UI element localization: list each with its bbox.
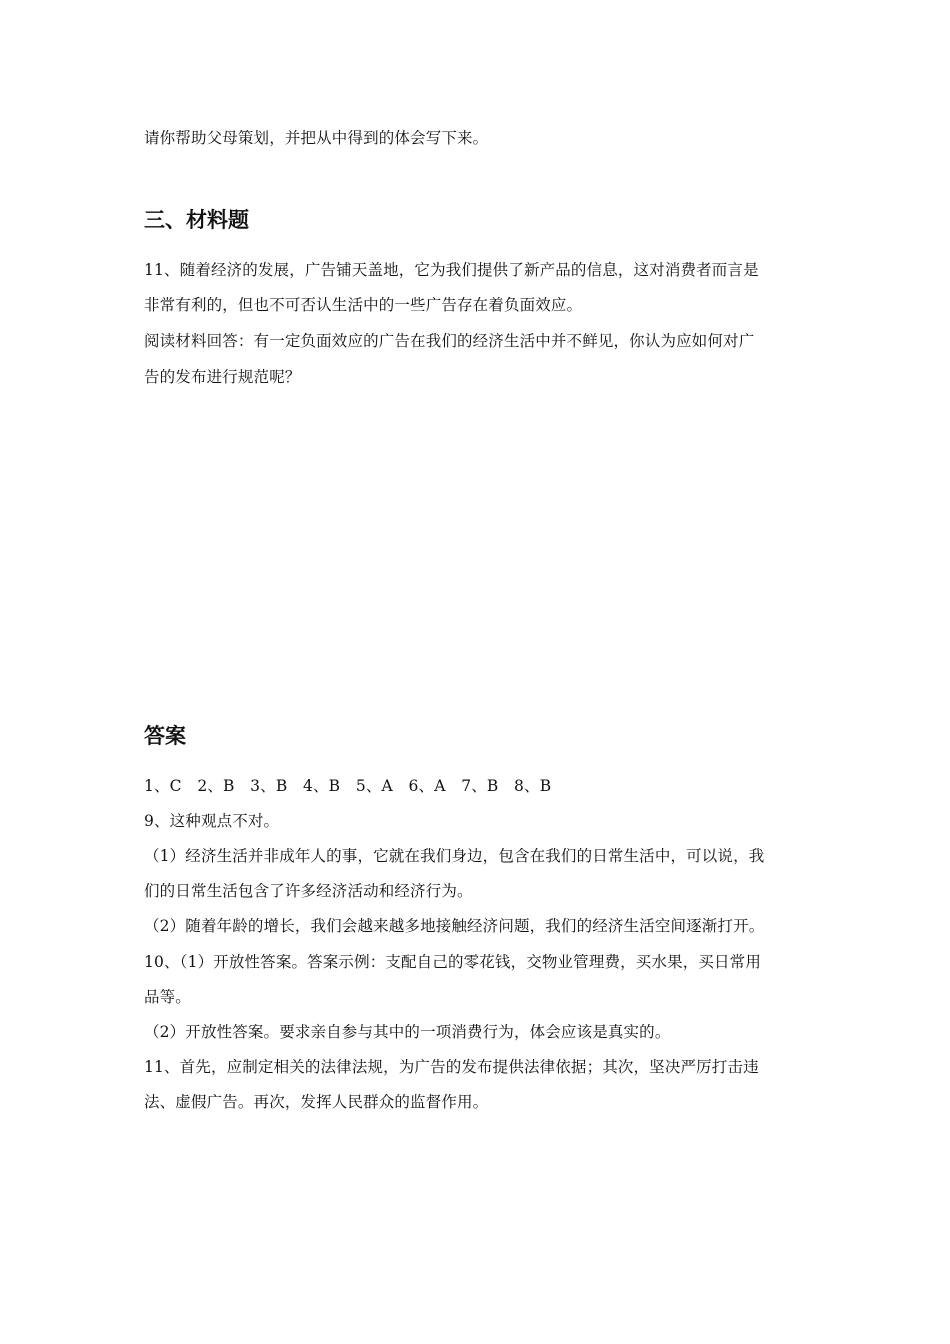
question-11-line-4: 告的发布进行规范呢？: [144, 368, 301, 386]
answer-line-9: 9、这种观点不对。: [144, 812, 280, 830]
answer-line-9-part1-cont: 们的日常生活包含了许多经济活动和经济行为。: [144, 882, 473, 900]
answer-line-9-part2: （2）随着年龄的增长，我们会越来越多地接触经济问题，我们的经济生活空间逐渐打开。: [144, 917, 765, 935]
answer-line-10-cont: 品等。: [144, 988, 191, 1006]
answer-line-choices: 1、C 2、B 3、B 4、B 5、A 6、A 7、B 8、B: [144, 777, 552, 795]
question-11-line-2: 非常有利的，但也不可否认生活中的一些广告存在着负面效应。: [144, 296, 583, 314]
section-heading-material: 三、材料题: [144, 208, 249, 232]
answer-line-9-part1: （1）经济生活并非成年人的事，它就在我们身边，包含在我们的日常生活中，可以说，我: [144, 847, 765, 865]
answer-line-10: 10、（1）开放性答案。答案示例：支配自己的零花钱，交物业管理费，买水果，买日常用: [144, 953, 761, 971]
continuation-text: 请你帮助父母策划，并把从中得到的体会写下来。: [144, 129, 489, 147]
answer-line-11-cont: 法、虚假广告。再次，发挥人民群众的监督作用。: [144, 1093, 489, 1111]
answer-line-11: 11、首先，应制定相关的法律法规，为广告的发布提供法律依据；其次，坚决严厉打击违: [144, 1058, 759, 1076]
answer-line-10-part2: （2）开放性答案。要求亲自参与其中的一项消费行为，体会应该是真实的。: [144, 1023, 671, 1041]
section-heading-answers: 答案: [144, 724, 186, 748]
question-11-line-1: 11、随着经济的发展，广告铺天盖地，它为我们提供了新产品的信息，这对消费者而言是: [144, 261, 759, 279]
question-11-line-3: 阅读材料回答：有一定负面效应的广告在我们的经济生活中并不鲜见，你认为应如何对广: [144, 332, 755, 350]
